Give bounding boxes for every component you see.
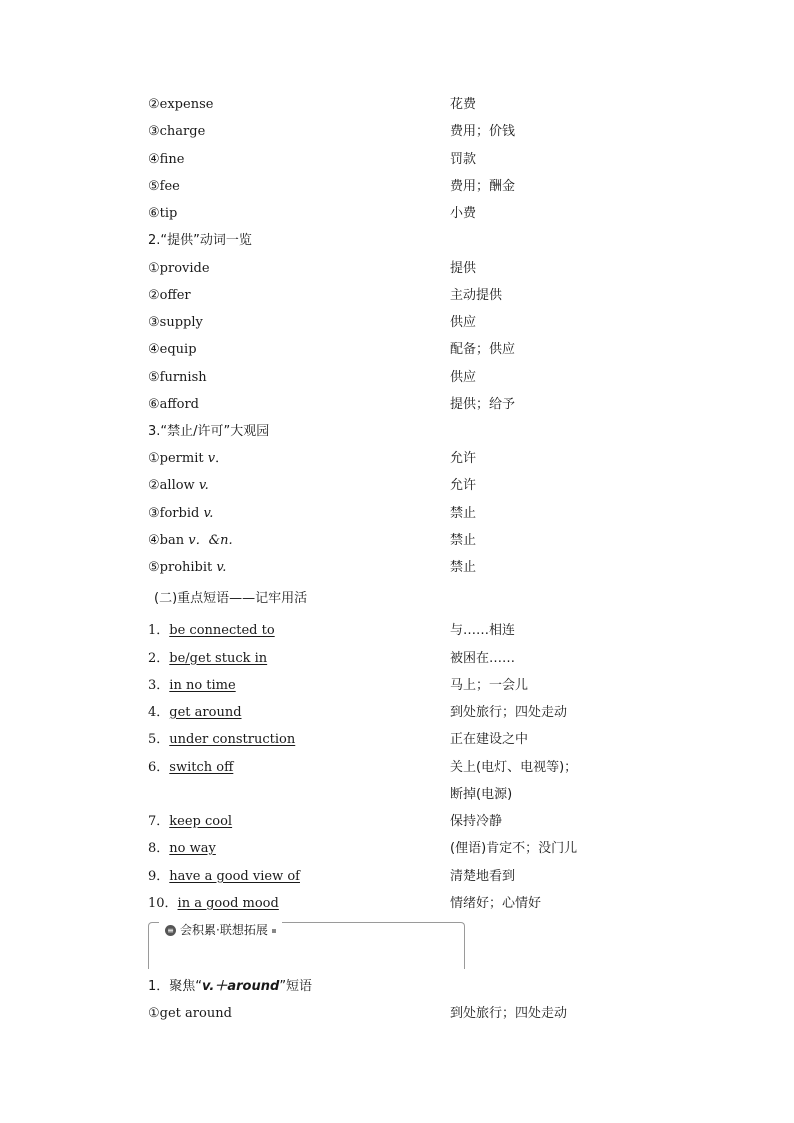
phrase-answer: under construction bbox=[169, 732, 296, 747]
word-en bbox=[148, 449, 228, 469]
phrase-row bbox=[0, 703, 794, 723]
part-of-speech: v．&n. bbox=[188, 533, 233, 548]
section-heading bbox=[0, 589, 794, 609]
phrase-zh: 到处旅行；四处走动 bbox=[450, 705, 568, 720]
part-of-speech: v. bbox=[198, 478, 209, 493]
word-zh: 罚款 bbox=[450, 152, 477, 167]
phrase-row bbox=[0, 621, 794, 641]
word-zh: 小费 bbox=[450, 206, 477, 221]
phrase-answer: keep cool bbox=[169, 814, 233, 829]
word-en bbox=[148, 504, 213, 524]
word: ④ban bbox=[148, 533, 185, 548]
phrase-number: 8． bbox=[148, 841, 170, 856]
phrase-zh: 关上(电灯、电视等)； bbox=[450, 760, 578, 775]
word-en: ③supply bbox=[148, 315, 203, 330]
phrase-row bbox=[0, 867, 794, 887]
word-zh: 禁止 bbox=[450, 506, 477, 521]
phrase-answer: switch off bbox=[169, 760, 234, 775]
word-zh: 费用；酬金 bbox=[450, 179, 516, 194]
word-zh: 费用；价钱 bbox=[450, 124, 516, 139]
word: ①permit bbox=[148, 451, 204, 466]
list-item bbox=[0, 259, 794, 279]
phrase-number: 6． bbox=[148, 760, 170, 775]
word-zh: 供应 bbox=[450, 315, 477, 330]
list-item bbox=[0, 204, 794, 224]
pos-tail: ． bbox=[215, 451, 229, 466]
phrase-row bbox=[0, 839, 794, 859]
phrase-row bbox=[0, 812, 794, 832]
list-item bbox=[0, 177, 794, 197]
part-of-speech: v. bbox=[216, 560, 227, 575]
list-item bbox=[0, 531, 794, 551]
section-heading bbox=[0, 422, 794, 442]
phrase-answer: in no time bbox=[169, 678, 236, 693]
list-item bbox=[0, 1004, 794, 1024]
word-zh: 提供 bbox=[450, 261, 477, 276]
word-en: ⑥afford bbox=[148, 397, 200, 412]
word: ⑤prohibit bbox=[148, 560, 213, 575]
word-en: ②offer bbox=[148, 288, 191, 303]
word-en: ②expense bbox=[148, 97, 214, 112]
word-zh: 禁止 bbox=[450, 560, 477, 575]
phrase-answer: be/get stuck in bbox=[169, 651, 268, 666]
list-item bbox=[0, 504, 794, 524]
list-item bbox=[0, 313, 794, 333]
phrase-row bbox=[0, 730, 794, 750]
word-en: ③charge bbox=[148, 124, 206, 139]
phrase-zh-line2: 断掉(电源) bbox=[450, 787, 513, 802]
word: ③forbid bbox=[148, 506, 200, 521]
phrase-number: 1． bbox=[148, 623, 170, 638]
layers-icon: ≡ bbox=[165, 925, 176, 936]
list-item bbox=[0, 122, 794, 142]
phrase-row bbox=[0, 758, 794, 778]
phrase-answer: no way bbox=[169, 841, 216, 856]
phrase-number: 2． bbox=[148, 651, 170, 666]
word: ②allow bbox=[148, 478, 195, 493]
word-zh: 提供；给予 bbox=[450, 397, 516, 412]
square-bullet-icon bbox=[272, 929, 276, 933]
word-zh: 禁止 bbox=[450, 533, 477, 548]
word-en: ④equip bbox=[148, 342, 197, 357]
list-item bbox=[0, 449, 794, 469]
word-zh: 供应 bbox=[450, 370, 477, 385]
section-3-heading: 3.“禁止/许可”大观园 bbox=[148, 424, 270, 439]
word-en: ⑤furnish bbox=[148, 370, 207, 385]
list-item bbox=[0, 95, 794, 115]
word-en: ⑥tip bbox=[148, 206, 178, 221]
section-heading bbox=[0, 231, 794, 251]
word-en bbox=[148, 476, 209, 496]
phrase-row bbox=[0, 676, 794, 696]
section-2-heading: 2.“提供”动词一览 bbox=[148, 233, 252, 248]
part-of-speech: v bbox=[207, 451, 216, 466]
word-zh: 主动提供 bbox=[450, 288, 503, 303]
word-zh: 花费 bbox=[450, 97, 477, 112]
phrases-heading: (二)重点短语——记牢用活 bbox=[154, 591, 308, 606]
list-item bbox=[0, 340, 794, 360]
phrase-number: 7． bbox=[148, 814, 170, 829]
phrase-zh: 保持冷静 bbox=[450, 814, 503, 829]
phrase-answer: be connected to bbox=[169, 623, 275, 638]
list-item bbox=[0, 150, 794, 170]
phrase-answer: in a good mood bbox=[177, 896, 279, 911]
phrase-zh: 清楚地看到 bbox=[450, 869, 516, 884]
list-item bbox=[0, 476, 794, 496]
phrase-zh: 正在建设之中 bbox=[450, 732, 529, 747]
phrase-number: 10． bbox=[148, 896, 178, 911]
extension-box bbox=[148, 922, 465, 969]
list-item bbox=[0, 286, 794, 306]
phrase-zh: (俚语)肯定不；没门儿 bbox=[450, 841, 578, 856]
phrase-number: 4． bbox=[148, 705, 170, 720]
section-heading bbox=[0, 977, 794, 997]
word-en: ④fine bbox=[148, 152, 185, 167]
phrase-answer: have a good view of bbox=[169, 869, 300, 884]
phrase-zh: 被困在…… bbox=[450, 651, 516, 666]
phrase-row-continuation bbox=[0, 785, 794, 805]
phrase-zh: 情绪好；心情好 bbox=[450, 896, 542, 911]
list-item bbox=[0, 558, 794, 578]
list-item bbox=[0, 395, 794, 415]
word-en: ①get around bbox=[148, 1006, 232, 1021]
word-en: ⑤fee bbox=[148, 179, 180, 194]
phrase-number: 3． bbox=[148, 678, 170, 693]
word-en bbox=[148, 558, 226, 578]
word-zh: 允许 bbox=[450, 478, 477, 493]
phrase-number: 5． bbox=[148, 732, 170, 747]
phrase-number: 9． bbox=[148, 869, 170, 884]
phrase-answer: get around bbox=[169, 705, 242, 720]
list-item bbox=[0, 368, 794, 388]
phrase-zh: 与……相连 bbox=[450, 623, 516, 638]
part-of-speech: v. bbox=[203, 506, 214, 521]
word-zh: 允许 bbox=[450, 451, 477, 466]
focus-heading: 1．聚焦“v.＋around”短语 bbox=[148, 979, 313, 994]
phrase-zh: 马上；一会儿 bbox=[450, 678, 529, 693]
phrase-row bbox=[0, 649, 794, 669]
phrase-row bbox=[0, 894, 794, 914]
word-en: ①provide bbox=[148, 261, 210, 276]
word-zh: 配备；供应 bbox=[450, 342, 516, 357]
word-en bbox=[148, 531, 233, 551]
extension-box-label: ≡ 会积累·联想拓展 bbox=[159, 921, 282, 938]
focus-pattern: v.＋around bbox=[202, 979, 280, 994]
word-zh: 到处旅行；四处走动 bbox=[450, 1006, 568, 1021]
